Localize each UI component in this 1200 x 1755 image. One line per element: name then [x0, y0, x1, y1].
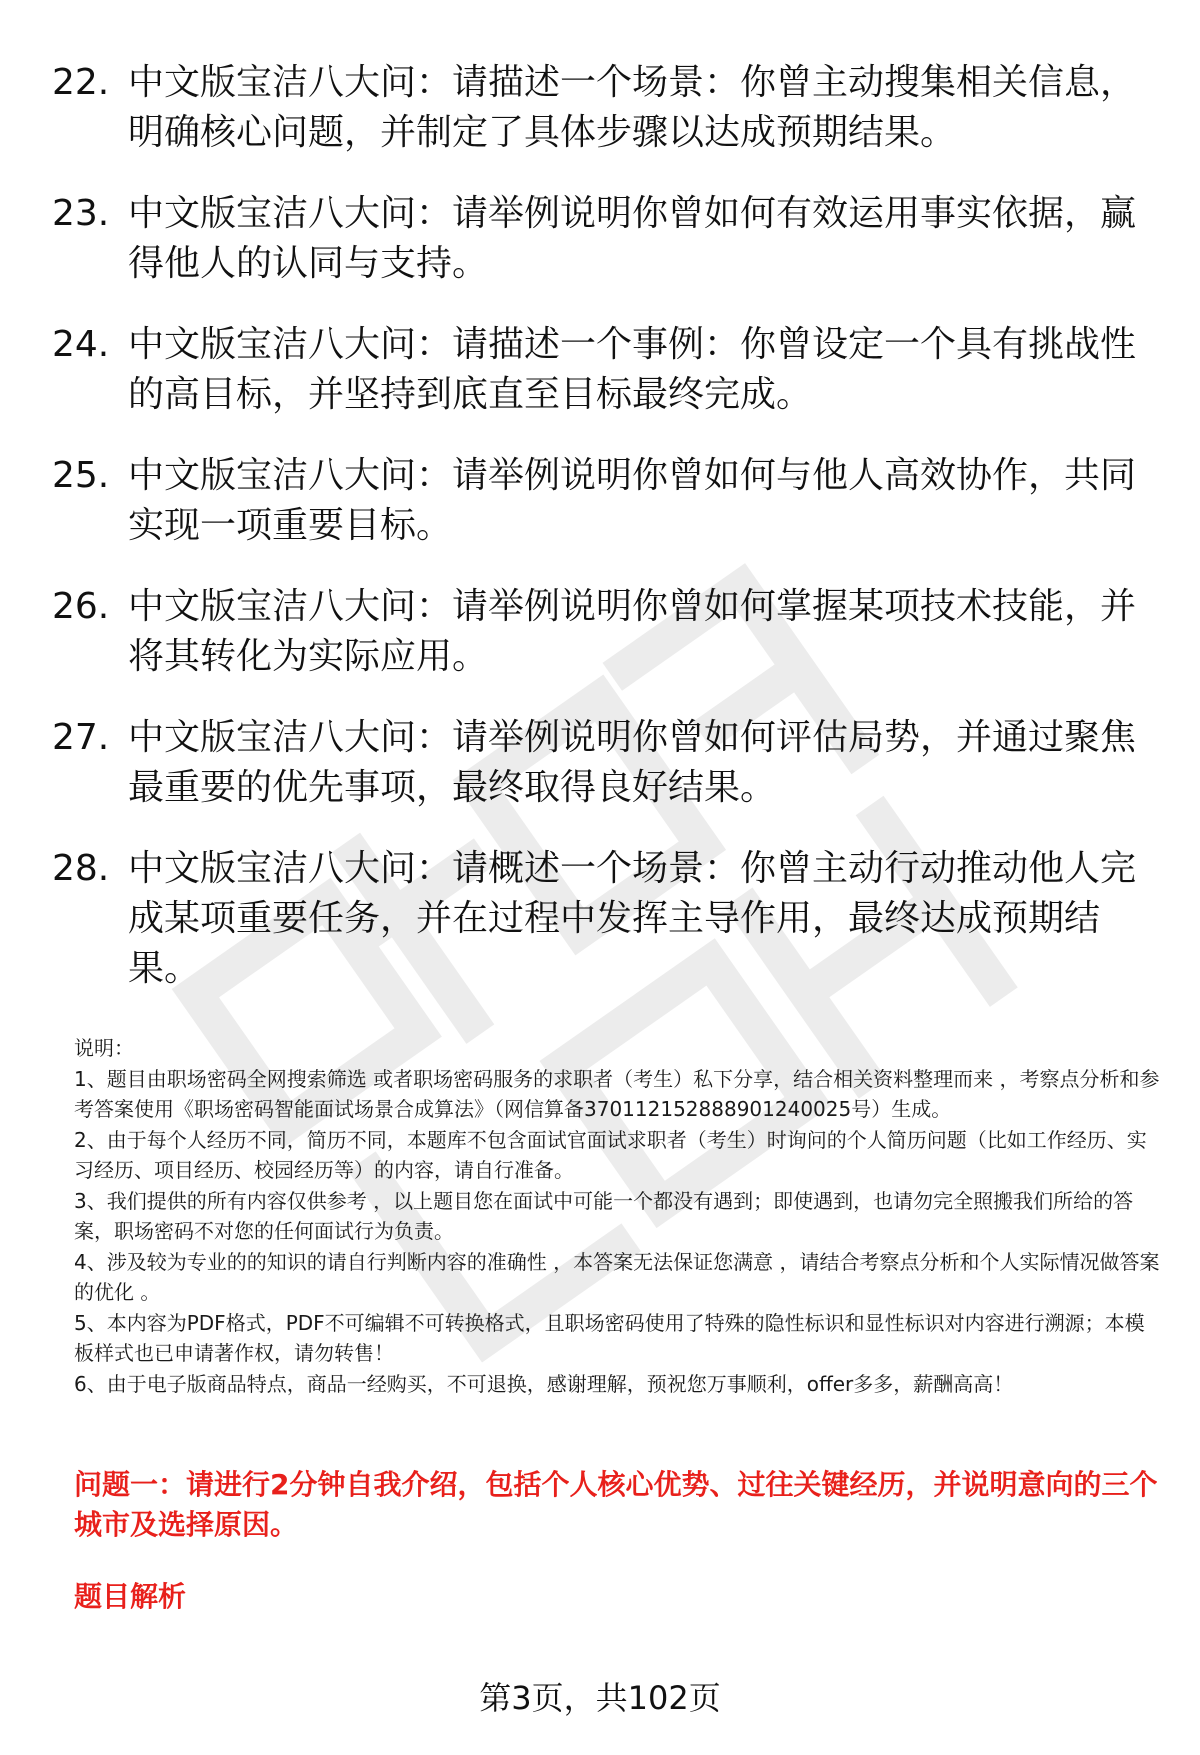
question-number: 26. [52, 586, 110, 627]
question-number: 24. [52, 324, 110, 365]
question-one-heading: 问题一：请进行2分钟自我介绍，包括个人核心优势、过往关键经历，并说明意向的三个城市及选择原因。 [74, 1468, 1158, 1541]
question-number: 23. [52, 193, 110, 234]
question-text: 中文版宝洁八大问：请举例说明你曾如何与他人高效协作，共同实现一项重要目标。 [128, 455, 1137, 546]
question-text: 中文版宝洁八大问：请描述一个事例：你曾设定一个具有挑战性的高目标，并坚持到底直至目标最终完成。 [128, 324, 1137, 415]
question-item-26 [52, 582, 1152, 682]
question-text: 中文版宝洁八大问：请举例说明你曾如何评估局势，并通过聚焦最重要的优先事项，最终取得良好结果。 [128, 717, 1137, 808]
question-list [52, 58, 1152, 1025]
question-number: 28. [52, 848, 110, 889]
question-text: 中文版宝洁八大问：请举例说明你曾如何有效运用事实依据，赢得他人的认同与支持。 [128, 193, 1137, 284]
note-item: 3、我们提供的所有内容仅供参考 ，以上题目您在面试中可能一个都没有遇到；即使遇到，也请勿完全照搬我们所给的答案，职场密码不对您的任何面试行为负责。 [74, 1188, 1134, 1243]
question-text: 中文版宝洁八大问：请举例说明你曾如何掌握某项技术技能，并将其转化为实际应用。 [128, 586, 1137, 677]
note-item: 2、由于每个人经历不同，简历不同，本题库不包含面试官面试求职者（考生）时询问的个人简历问题（比如工作经历、实习经历、项目经历、校园经历等）的内容，请自行准备。 [74, 1127, 1147, 1182]
notes-section [74, 1033, 1164, 1399]
question-text: 中文版宝洁八大问：请描述一个场景：你曾主动搜集相关信息，明确核心问题，并制定了具体步骤以达成预期结果。 [128, 62, 1137, 153]
question-number: 25. [52, 455, 110, 496]
question-item-25 [52, 451, 1152, 551]
note-item: 5、本内容为PDF格式，PDF不可编辑不可转换格式，且职场密码使用了特殊的隐性标识和显性标识对内容进行溯源；本模板样式也已申请著作权，请勿转售！ [74, 1310, 1145, 1365]
page-footer: 第3页，共102页 [479, 1679, 721, 1717]
question-item-24 [52, 320, 1152, 420]
note-item: 4、涉及较为专业的的知识的请自行判断内容的准确性 ，本答案无法保证您满意 ，请结合考察点分析和个人实际情况做答案的优化 。 [74, 1249, 1160, 1304]
question-item-28 [52, 844, 1152, 994]
question-item-23 [52, 189, 1152, 289]
question-item-27 [52, 713, 1152, 813]
note-item: 1、题目由职场密码全网搜索筛选 或者职场密码服务的求职者（考生）私下分享，结合相关资料整理而来 ，考察点分析和参考答案使用《职场密码智能面试场景合成算法》（网信算备370112152888901240025号）生成。 [74, 1066, 1160, 1121]
analysis-heading: 题目解析 [74, 1580, 187, 1613]
question-number: 27. [52, 717, 110, 758]
note-item: 6、由于电子版商品特点，商品一经购买，不可退换，感谢理解，预祝您万事顺利，offer多多，薪酬高高！ [74, 1371, 1014, 1396]
question-item-22 [52, 58, 1152, 158]
notes-heading: 说明： [74, 1036, 134, 1060]
question-number: 22. [52, 62, 110, 103]
question-text: 中文版宝洁八大问：请概述一个场景：你曾主动行动推动他人完成某项重要任务，并在过程中发挥主导作用，最终达成预期结果。 [128, 848, 1137, 989]
